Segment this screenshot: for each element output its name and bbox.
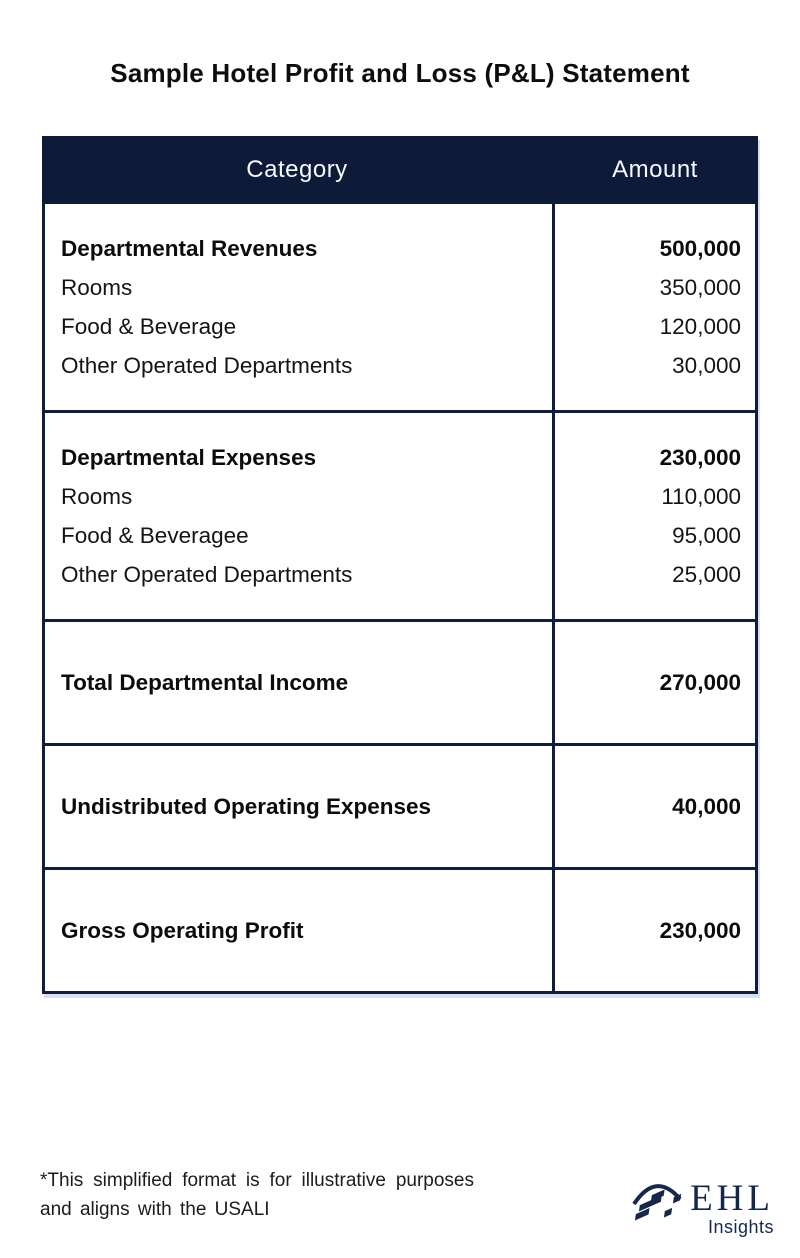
table-row [45,438,755,477]
footnote-line-2: and aligns with the USALI [40,1199,270,1220]
row-amount: 25,000 [672,562,741,587]
row-amount: 95,000 [672,523,741,548]
table-row [45,307,755,346]
footnote-line-1: *This simplified format is for illustrative purposes [40,1170,474,1191]
row-label: Rooms [61,275,133,300]
row-amount: 40,000 [672,794,741,819]
table-row [45,346,755,385]
row-amount: 30,000 [672,353,741,378]
pnl-table [42,136,758,994]
table-row [45,229,755,268]
table-row [45,268,755,307]
row-amount: 110,000 [661,484,741,509]
table-header-row [42,136,758,204]
row-label: Undistributed Operating Expenses [61,794,432,819]
table-row [45,477,755,516]
footnote [40,1166,474,1224]
row-amount: 120,000 [659,314,741,339]
table-row [45,911,755,950]
logo-subtitle: Insights [707,1217,774,1237]
row-label: Other Operated Departments [61,562,353,587]
row-label: Departmental Revenues [61,236,318,261]
table-row [45,516,755,555]
table-row [45,787,755,826]
row-label: Departmental Expenses [61,445,317,470]
row-label: Food & Beveragee [61,523,249,548]
page-title: Sample Hotel Profit and Loss (P&L) Statement [110,58,690,88]
row-label: Food & Beverage [61,314,237,339]
column-header-category: Category [246,156,348,183]
table-section [45,867,755,991]
table-row [45,555,755,594]
row-amount: 500,000 [659,236,741,261]
pnl-table-body [42,204,758,994]
logo-text [690,1178,774,1237]
row-label: Total Departmental Income [61,670,349,695]
row-amount: 230,000 [659,918,741,943]
logo-brand: EHL [690,1178,774,1219]
table-row [45,663,755,702]
table-section [45,410,755,619]
table-section [45,204,755,410]
ehl-arc-stripes-icon [631,1184,683,1222]
table-section [45,619,755,743]
row-label: Other Operated Departments [61,353,353,378]
row-amount: 350,000 [659,275,741,300]
table-section [45,743,755,867]
row-label: Gross Operating Profit [61,918,304,943]
ehl-insights-logo [631,1178,774,1237]
row-amount: 230,000 [659,445,741,470]
row-label: Rooms [61,484,133,509]
column-header-amount: Amount [612,156,698,183]
footer [40,1166,776,1237]
row-amount: 270,000 [659,670,741,695]
